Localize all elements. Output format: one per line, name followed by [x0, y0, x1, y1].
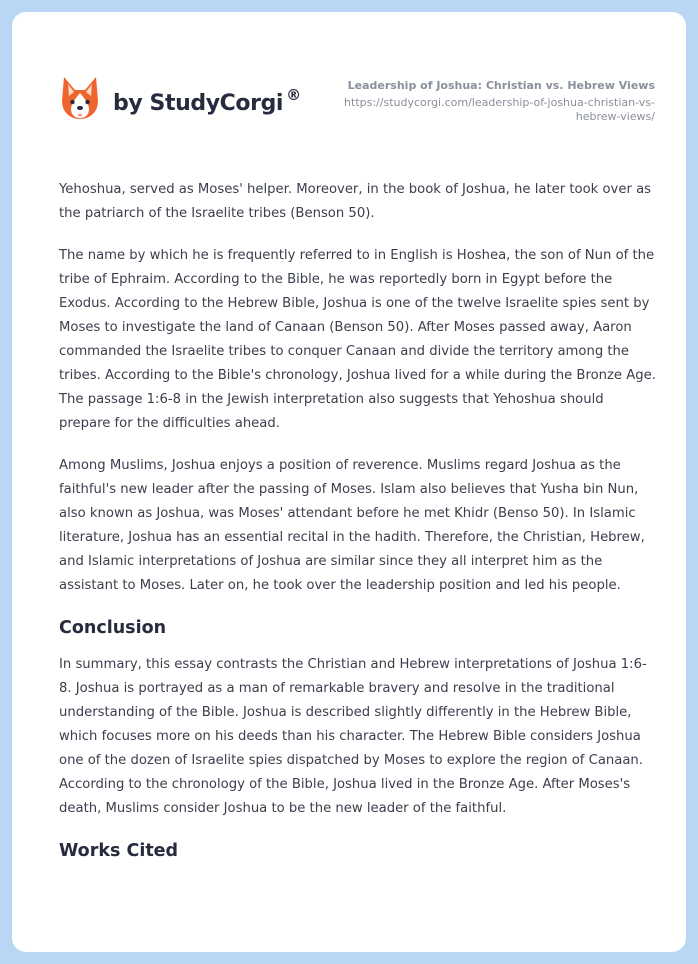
document-meta [315, 79, 655, 123]
registered-mark: ® [286, 86, 301, 104]
paragraph: Among Muslims, Joshua enjoys a position of reverence. Muslims regard Joshua as the faithful's new leader after the passing of Moses. Islam also believes that Yusha bin Nun, also known as Joshua, was Moses' attendant before he met Khidr (Benso 50). In Islamic literature, Joshua has an essential recital in the hadith. Therefore, the Christian, Hebrew, and Islamic interpretations of Joshua are similar since they all interpret him as the assistant to Moses. Later on, he took over the leadership position and led his people. [59, 458, 645, 593]
essay-body [59, 178, 657, 876]
document-url[interactable]: https://studycorgi.com/leadership-of-joshua-christian-vs-hebrew-views/ [344, 96, 655, 123]
brand-name: by StudyCorgi ® [113, 86, 301, 116]
page-header [12, 12, 686, 152]
document-page [12, 12, 686, 952]
conclusion-heading: Conclusion [59, 618, 167, 638]
works-cited-heading: Works Cited [59, 841, 179, 861]
document-title: Leadership of Joshua: Christian vs. Hebrew Views [347, 79, 655, 92]
studycorgi-logo[interactable] [60, 75, 301, 121]
corgi-head-icon [60, 75, 100, 121]
conclusion-paragraph: In summary, this essay contrasts the Christian and Hebrew interpretations of Joshua 1:6-8. Joshua is portrayed as a man of remarkable bravery and resolve in the traditional understanding of the Bible. Joshua is described slightly differently in the Hebrew Bible, which focuses more on his deeds than his character. The Hebrew Bible considers Joshua one of the dozen of Israelite spies dispatched by Moses to explore the region of Canaan. According to the chronology of the Bible, Joshua lived in the Bronze Age. After Moses's death, Muslims consider Joshua to be the new leader of the faithful. [59, 657, 647, 816]
paragraph: Yehoshua, served as Moses' helper. Moreover, in the book of Joshua, he later took over as the patriarch of the Israelite tribes (Benson 50). [59, 182, 652, 221]
paragraph: The name by which he is frequently referred to in English is Hoshea, the son of Nun of the tribe of Ephraim. According to the Bible, he was reportedly born in Egypt before the Exodus. According to the Hebrew Bible, Joshua is one of the twelve Israelite spies sent by Moses to investigate the land of Canaan (Benson 50). After Moses passed away, Aaron commanded the Israelite tribes to conquer Canaan and divide the territory among the tribes. According to the Bible's chronology, Joshua lived for a while during the Bronze Age. The passage 1:6-8 in the Jewish interpretation also suggests that Yehoshua should prepare for the difficulties ahead. [59, 248, 656, 431]
